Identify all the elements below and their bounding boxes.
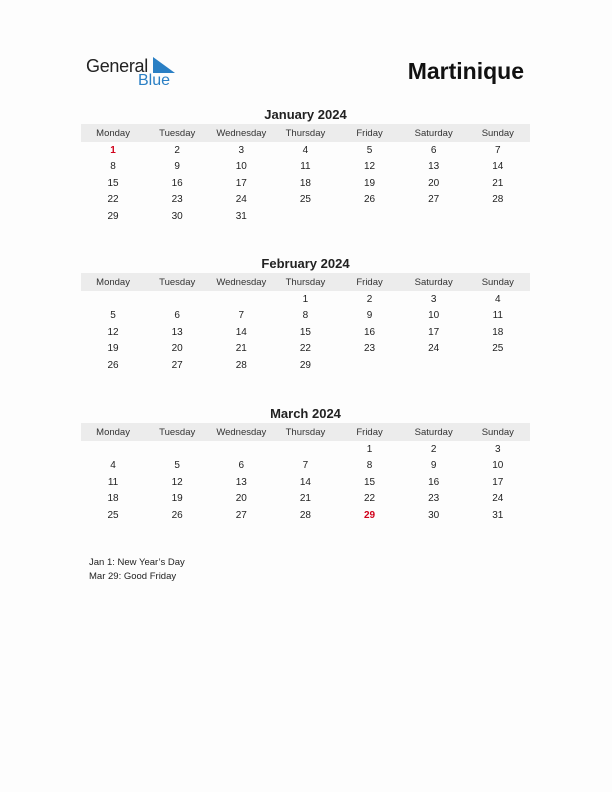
weekday-header: Sunday xyxy=(481,426,514,438)
day-cell: 7 xyxy=(495,144,501,156)
day-cell: 9 xyxy=(366,310,373,322)
day-cell: 10 xyxy=(235,161,247,173)
weekday-header: Sunday xyxy=(481,276,514,288)
day-cell: 26 xyxy=(107,359,119,371)
day-cell: 28 xyxy=(235,359,247,371)
day-cell: 7 xyxy=(238,310,245,322)
day-cell: 4 xyxy=(110,460,116,472)
month-calendar-february xyxy=(81,256,530,374)
day-cell: 17 xyxy=(235,177,247,189)
day-cell: 31 xyxy=(492,509,504,521)
day-cell: 19 xyxy=(364,177,376,189)
brand-triangle-icon xyxy=(153,57,175,73)
day-cell: 25 xyxy=(299,194,311,206)
day-cell: 27 xyxy=(428,194,440,206)
weekday-header-row xyxy=(81,273,530,291)
day-cell: 5 xyxy=(174,460,180,472)
weekday-header-row xyxy=(81,124,530,142)
day-cell: 28 xyxy=(299,509,311,521)
weekday-header: Tuesday xyxy=(159,426,196,438)
weekday-header: Wednesday xyxy=(216,426,267,438)
day-cell: 14 xyxy=(299,476,311,488)
day-cell: 8 xyxy=(110,161,116,173)
week-row xyxy=(81,458,530,475)
weekday-header: Thursday xyxy=(285,426,326,438)
weekday-header: Thursday xyxy=(285,276,326,288)
weekday-header: Saturday xyxy=(414,426,453,438)
day-cell: 12 xyxy=(364,161,376,173)
day-cell: 27 xyxy=(235,509,247,521)
day-cell: 17 xyxy=(492,476,504,488)
day-cell: 23 xyxy=(171,194,183,206)
day-cell: 13 xyxy=(171,326,183,338)
day-cell: 25 xyxy=(107,509,119,521)
weekday-header: Monday xyxy=(96,426,130,438)
day-cell: 23 xyxy=(428,493,440,505)
weekday-header: Thursday xyxy=(285,127,326,139)
day-cell: 15 xyxy=(107,177,119,189)
day-cell: 18 xyxy=(107,493,119,505)
day-cell: 1 xyxy=(366,443,373,455)
week-row xyxy=(81,491,530,508)
day-cell: 31 xyxy=(235,210,247,222)
weekday-header: Wednesday xyxy=(216,127,267,139)
day-cell: 16 xyxy=(428,476,440,488)
day-cell: 2 xyxy=(430,443,437,455)
day-cell: 18 xyxy=(299,177,311,189)
day-cell: 26 xyxy=(171,509,183,521)
day-cell: 12 xyxy=(171,476,183,488)
day-cell: 11 xyxy=(107,476,119,488)
day-cell: 15 xyxy=(364,476,376,488)
day-cell: 15 xyxy=(299,326,311,338)
day-cell: 14 xyxy=(235,326,247,338)
weekday-header: Friday xyxy=(356,127,383,139)
country-title: Martinique xyxy=(407,58,524,84)
day-cell: 2 xyxy=(174,144,180,156)
day-cell: 11 xyxy=(492,310,503,322)
month-calendar-january xyxy=(81,107,530,225)
day-cell: 6 xyxy=(238,460,245,472)
day-cell: 22 xyxy=(364,493,376,505)
day-cell: 9 xyxy=(174,161,180,173)
weekday-header: Monday xyxy=(96,276,130,288)
day-cell: 13 xyxy=(235,476,247,488)
day-cell: 6 xyxy=(174,310,180,322)
day-cell: 27 xyxy=(171,359,183,371)
day-cell: 5 xyxy=(110,310,116,322)
day-cell: 29 xyxy=(107,210,119,222)
day-cell: 29 xyxy=(364,509,376,521)
weekday-header: Saturday xyxy=(414,276,453,288)
brand-name-general: General xyxy=(86,56,148,76)
week-row xyxy=(81,441,530,458)
holiday-note: Jan 1: New Year’s Day xyxy=(89,557,185,568)
day-cell: 20 xyxy=(171,343,183,355)
day-cell: 24 xyxy=(428,343,440,355)
weekday-header: Wednesday xyxy=(216,276,267,288)
weekday-header: Monday xyxy=(96,127,130,139)
week-row xyxy=(81,308,530,325)
week-row xyxy=(81,507,530,524)
day-cell: 11 xyxy=(300,161,311,173)
day-cell: 19 xyxy=(107,343,119,355)
weekday-header: Tuesday xyxy=(159,127,196,139)
day-cell: 30 xyxy=(428,509,440,521)
day-cell: 21 xyxy=(492,177,504,189)
day-cell: 4 xyxy=(302,144,309,156)
week-row xyxy=(81,324,530,341)
day-cell: 13 xyxy=(428,161,440,173)
day-cell: 8 xyxy=(302,310,309,322)
day-cell: 30 xyxy=(171,210,183,222)
day-cell: 28 xyxy=(492,194,504,206)
day-cell: 1 xyxy=(110,144,116,156)
day-cell: 14 xyxy=(492,161,504,173)
day-cell: 18 xyxy=(492,326,504,338)
day-cell: 8 xyxy=(366,460,373,472)
week-row xyxy=(81,208,530,225)
day-cell: 20 xyxy=(235,493,247,505)
month-weeks xyxy=(81,441,530,524)
week-row xyxy=(81,341,530,358)
day-cell: 7 xyxy=(302,460,309,472)
month-title: February 2024 xyxy=(261,256,350,271)
week-row xyxy=(81,474,530,491)
day-cell: 16 xyxy=(364,326,376,338)
week-row xyxy=(81,175,530,192)
week-row xyxy=(81,357,530,374)
day-cell: 3 xyxy=(495,443,501,455)
day-cell: 2 xyxy=(366,293,373,305)
day-cell: 26 xyxy=(364,194,376,206)
day-cell: 3 xyxy=(430,293,437,305)
weekday-header: Sunday xyxy=(481,127,514,139)
day-cell: 24 xyxy=(235,194,247,206)
day-cell: 12 xyxy=(107,326,119,338)
week-row xyxy=(81,291,530,308)
day-cell: 25 xyxy=(492,343,504,355)
day-cell: 1 xyxy=(302,293,309,305)
day-cell: 9 xyxy=(430,460,437,472)
weekday-header: Tuesday xyxy=(159,276,196,288)
day-cell: 10 xyxy=(492,460,504,472)
week-row xyxy=(81,192,530,209)
brand-logo xyxy=(86,56,186,92)
day-cell: 21 xyxy=(299,493,311,505)
day-cell: 4 xyxy=(495,293,501,305)
day-cell: 22 xyxy=(107,194,119,206)
day-cell: 22 xyxy=(299,343,311,355)
day-cell: 17 xyxy=(428,326,440,338)
day-cell: 3 xyxy=(238,144,245,156)
day-cell: 24 xyxy=(492,493,504,505)
month-weeks xyxy=(81,142,530,225)
brand-name-blue: Blue xyxy=(138,72,171,89)
day-cell: 16 xyxy=(171,177,183,189)
day-cell: 5 xyxy=(366,144,373,156)
month-weeks xyxy=(81,291,530,374)
weekday-header: Friday xyxy=(356,426,383,438)
holiday-note: Mar 29: Good Friday xyxy=(89,570,177,582)
day-cell: 20 xyxy=(428,177,440,189)
day-cell: 29 xyxy=(299,359,311,371)
day-cell: 10 xyxy=(428,310,440,322)
month-title: January 2024 xyxy=(264,107,347,122)
weekday-header-row xyxy=(81,423,530,441)
month-title: March 2024 xyxy=(270,406,341,421)
holiday-notes xyxy=(89,556,185,583)
day-cell: 21 xyxy=(235,343,247,355)
month-calendar-march xyxy=(81,406,530,524)
day-cell: 6 xyxy=(430,144,437,156)
week-row xyxy=(81,142,530,159)
week-row xyxy=(81,159,530,176)
weekday-header: Friday xyxy=(356,276,383,288)
weekday-header: Saturday xyxy=(414,127,453,139)
day-cell: 23 xyxy=(364,343,376,355)
day-cell: 19 xyxy=(171,493,183,505)
